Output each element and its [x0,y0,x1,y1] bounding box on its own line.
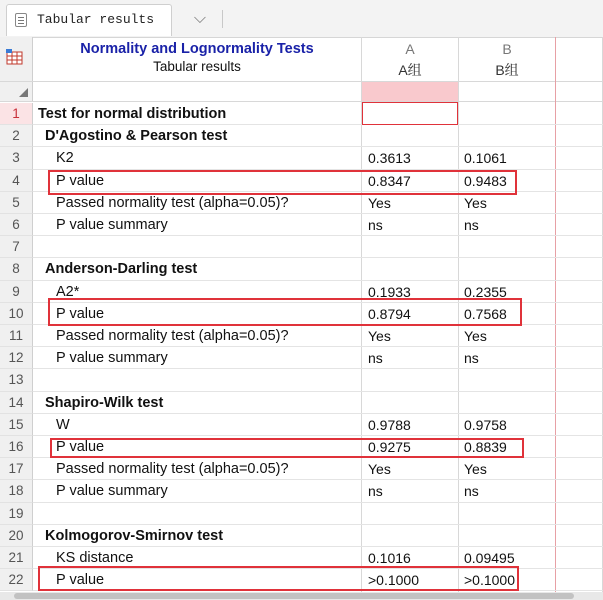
row-number[interactable]: 15 [0,414,33,436]
row-number[interactable]: 9 [0,281,33,303]
row-number[interactable]: 21 [0,547,33,569]
cell-b[interactable]: 0.7568 [464,305,507,322]
row-label: P value [56,572,105,589]
row-label: P value summary [56,483,168,500]
sheet-subtitle: Tabular results [153,59,241,74]
cell-b[interactable]: ns [464,217,479,233]
column-name-a: A组 [398,62,422,78]
row-label: Passed normality test (alpha=0.05)? [56,461,289,478]
table-row [0,258,603,280]
table-row [0,392,603,414]
column-header-c[interactable] [556,37,603,81]
table-row [0,458,603,480]
row-number[interactable]: 14 [0,392,33,414]
cell-b[interactable]: Yes [464,461,487,478]
table-row [0,236,603,258]
row-number[interactable]: 1 [0,103,33,125]
cell-a[interactable]: >0.1000 [368,572,419,589]
row-number[interactable]: 7 [0,236,33,258]
row-number[interactable]: 12 [0,347,33,369]
cell-b[interactable]: >0.1000 [464,572,515,589]
cell-b[interactable]: ns [464,483,479,500]
table-row [0,281,603,303]
row-label: Shapiro-Wilk test [45,394,164,411]
row-label: P value summary [56,217,168,233]
row-label: Passed normality test (alpha=0.05)? [56,328,289,344]
cell-b[interactable]: 0.8839 [464,439,507,455]
row-number[interactable]: 22 [0,569,33,591]
row-number[interactable]: 19 [0,503,33,525]
column-letter-a: A [405,41,415,57]
tab-bar [0,0,603,38]
cell-a[interactable]: 0.9788 [368,416,411,433]
row-number[interactable]: 5 [0,192,33,214]
column-header-b[interactable] [459,37,555,81]
table-row [0,325,603,347]
row-number[interactable]: 4 [0,170,33,192]
cell-a[interactable]: 0.1933 [368,283,411,300]
table-row [0,569,603,591]
cell-a[interactable]: Yes [368,461,391,478]
title-row [0,81,603,102]
row-number[interactable]: 16 [0,436,33,458]
sheet-header [33,37,361,81]
cell-a[interactable]: ns [368,483,383,500]
chevron-down-icon[interactable]: ⌵ [193,10,207,27]
row-label: Kolmogorov-Smirnov test [45,527,224,544]
row-number[interactable]: 6 [0,214,33,236]
table-row [0,414,603,436]
row-label: K2 [56,150,74,167]
row-label: Passed normality test (alpha=0.05)? [56,194,289,211]
row-label: A2* [56,283,80,300]
row-label: D'Agostino & Pearson test [45,128,228,145]
column-a-title-cell[interactable] [362,82,458,101]
row-number[interactable]: 17 [0,458,33,480]
column-letter-b: B [502,41,512,57]
cell-b[interactable]: 0.09495 [464,550,515,566]
selected-cell[interactable] [362,102,458,125]
cell-a[interactable]: 0.8347 [368,172,411,189]
cell-a[interactable]: 0.8794 [368,305,411,322]
cell-b[interactable]: 0.9483 [464,172,507,189]
row-label: P value summary [56,350,168,367]
table-row [0,147,603,169]
table-row [0,525,603,547]
horizontal-scrollbar[interactable] [0,592,603,600]
tab-divider [222,10,223,28]
table-row [0,503,603,525]
row-label: P value [56,305,105,322]
row-number[interactable]: 11 [0,325,33,347]
column-header-a[interactable] [362,37,458,81]
sheet-icon [15,13,27,27]
cell-a[interactable]: Yes [368,328,391,344]
title-row-number [0,82,33,101]
cell-a[interactable]: 0.1016 [368,550,411,566]
row-label: P value [56,439,105,455]
row-number[interactable]: 13 [0,369,33,391]
cell-a[interactable]: Yes [368,194,391,211]
cell-b[interactable]: ns [464,350,479,367]
table-row [0,303,603,325]
cell-b[interactable]: 0.1061 [464,150,507,167]
table-row [0,214,603,236]
sheet-title: Normality and Lognormality Tests [80,41,314,57]
row-label: P value [56,172,105,189]
row-label: W [56,416,70,433]
row-number[interactable]: 20 [0,525,33,547]
table-row [0,436,603,458]
column-name-b: B组 [495,62,519,78]
cell-b[interactable]: Yes [464,328,487,344]
row-number[interactable]: 3 [0,147,33,169]
row-number[interactable]: 18 [0,480,33,502]
row-number[interactable]: 2 [0,125,33,147]
cell-a[interactable]: 0.9275 [368,439,411,455]
cell-b[interactable]: Yes [464,194,487,211]
cell-a[interactable]: 0.3613 [368,150,411,167]
table-row [0,170,603,192]
table-row [0,103,603,125]
row-label: KS distance [56,550,134,566]
row-number[interactable]: 8 [0,258,33,280]
results-sheet [0,37,603,592]
scrollbar-thumb[interactable] [14,593,574,599]
table-row [0,192,603,214]
row-label: Test for normal distribution [38,106,227,122]
resize-corner-icon [19,88,29,98]
tab-tabular-results[interactable] [6,4,172,36]
row-label: Anderson-Darling test [45,261,198,278]
table-row [0,125,603,147]
table-row [0,547,603,569]
corner-cell[interactable] [0,37,33,81]
table-row [0,369,603,391]
table-icon [6,49,24,65]
table-row [0,480,603,502]
table-row [0,347,603,369]
row-number[interactable]: 10 [0,303,33,325]
cell-b[interactable]: 0.2355 [464,283,507,300]
cell-b[interactable]: 0.9758 [464,416,507,433]
tab-label: Tabular results [37,12,155,27]
cell-a[interactable]: ns [368,350,383,367]
cell-a[interactable]: ns [368,217,383,233]
